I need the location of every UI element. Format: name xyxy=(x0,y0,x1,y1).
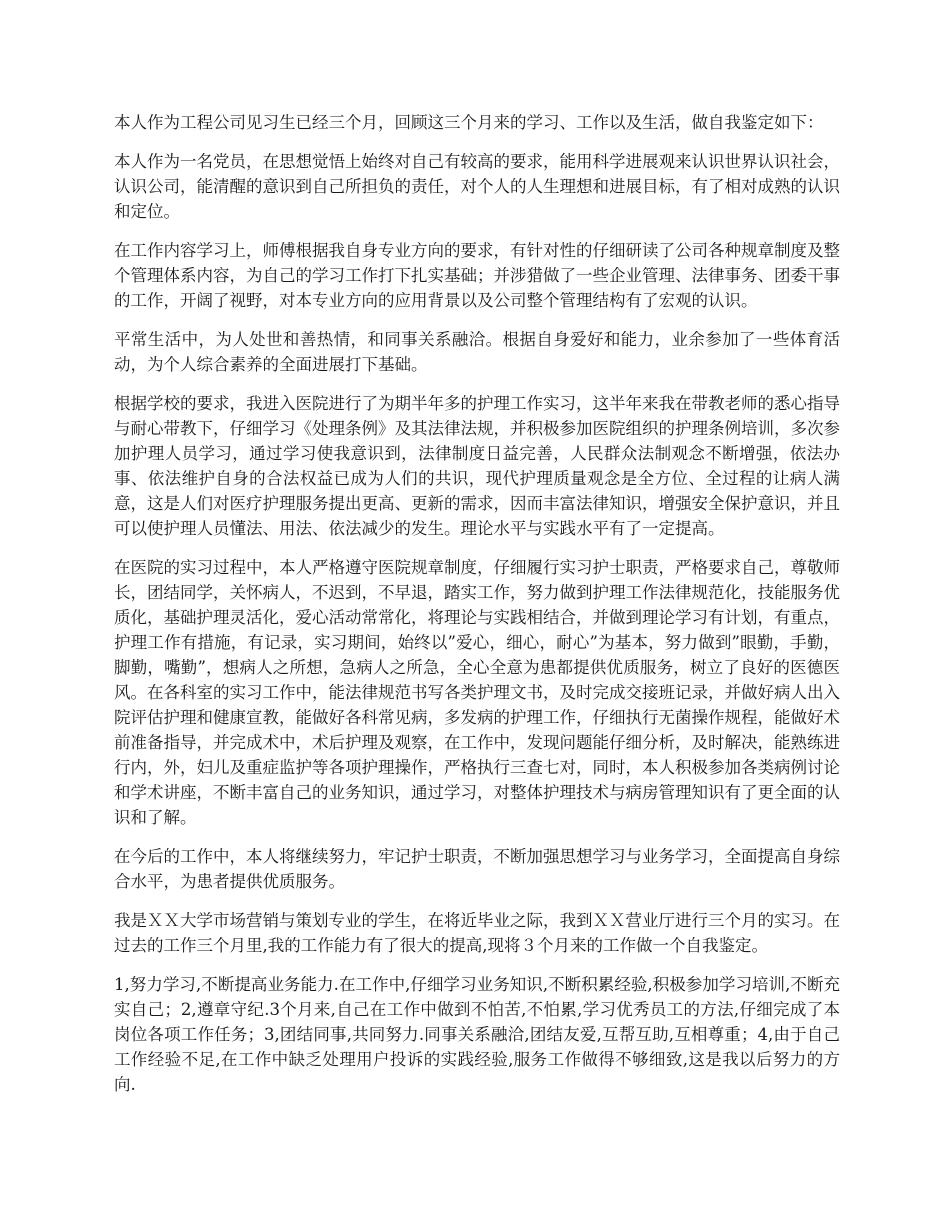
paragraph-party-member: 本人作为一名党员，在思想觉悟上始终对自己有较高的要求，能用科学进展观来认识世界认识社会，认识公司，能清醒的意识到自己所担负的责任，对个人的人生理想和进展目标，有了相对成熟的认识和定位。 xyxy=(114,152,840,221)
paragraph-intro: 本人作为工程公司见习生已经三个月，回顾这三个月来的学习、工作以及生活，做自我鉴定如下： xyxy=(114,113,824,132)
paragraph-internship-process: 在医院的实习过程中，本人严格遵守医院规章制度，仔细履行实习护士职责，严格要求自己，尊敬师长，团结同学，关怀病人，不迟到，不早退，踏实工作，努力做到护理工作法律规范化，技能服务优质化，基础护理灵活化，爱心活动常常化，将理论与实践相结合，并做到理论学习有计划，有重点，护理工作有措施，有记录，实习期间，始终以”爱心，细心，耐心”为基本，努力做到”眼勤，手勤，脚勤，嘴勤”，想病人之所想，急病人之所急，全心全意为患都提供优质服务，树立了良好的医德医风。在各科室的实习工作中，能法律规范书写各类护理文书，及时完成交接班记录，并做好病人出入院评估护理和健康宣教，能做好各科常见病，多发病的护理工作，仔细执行无菌操作规程，能做好术前准备指导，并完成术中，术后护理及观察，在工作中，发现问题能仔细分析，及时解决，能熟练进行内，外，妇儿及重症监护等各项护理操作，严格执行三查七对，同时，本人积极参加各类病例讨论和学术讲座，不断丰富自己的业务知识，通过学习，对整体护理技术与病房管理知识有了更全面的认识和了解。 xyxy=(114,558,840,827)
document-body xyxy=(114,110,840,1111)
paragraph-summary-points: 1,努力学习,不断提高业务能力.在工作中,仔细学习业务知识,不断积累经验,积极参加学习培训,不断充实自己；2,遵章守纪.3个月来,自己在工作中做到不怕苦,不怕累,学习优秀员工的方法,仔细完成了本岗位各项工作任务；3,团结同事,共同努力.同事关系融洽,团结友爱,互帮互助,互相尊重；4,由于自己工作经验不足,在工作中缺乏处理用户投诉的实践经验,服务工作做得不够细致,这是我以后努力的方向. xyxy=(114,975,840,1094)
paragraph-daily-life: 平常生活中，为人处世和善热情，和同事关系融洽。根据自身爱好和能力，业余参加了一些体育活动，为个人综合素养的全面进展打下基础。 xyxy=(114,330,840,374)
paragraph-hospital-internship: 根据学校的要求，我进入医院进行了为期半年多的护理工作实习，这半年来我在带教老师的悉心指导与耐心带教下，仔细学习《处理条例》及其法律法规，并积极参加医院组织的护理条例培训，多次参加护理人员学习，通过学习使我意识到，法律制度日益完善，人民群众法制观念不断增强，依法办事、依法维护自身的合法权益已成为人们的共识，现代护理质量观念是全方位、全过程的让病人满意，这是人们对医疗护理服务提出更高、更新的需求，因而丰富法律知识，增强安全保护意识，并且可以使护理人员懂法、用法、依法减少的发生。理论水平与实践水平有了一定提高。 xyxy=(114,394,840,538)
paragraph-future-work: 在今后的工作中，本人将继续努力，牢记护士职责，不断加强思想学习与业务学习，全面提高自身综合水平，为患者提供优质服务。 xyxy=(114,847,840,891)
paragraph-work-study: 在工作内容学习上，师傅根据我自身专业方向的要求，有针对性的仔细研读了公司各种规章制度及整个管理体系内容，为自己的学习工作打下扎实基础；并涉猎做了一些企业管理、法律事务、团委干事的工作，开阔了视野，对本专业方向的应用背景以及公司整个管理结构有了宏观的认识。 xyxy=(114,241,840,310)
paragraph-marketing-intro: 我是ＸＸ大学市场营销与策划专业的学生，在将近毕业之际，我到ＸＸ营业厅进行三个月的实习。在过去的工作三个月里,我的工作能力有了很大的提高,现将３个月来的工作做一个自我鉴定。 xyxy=(114,911,840,955)
